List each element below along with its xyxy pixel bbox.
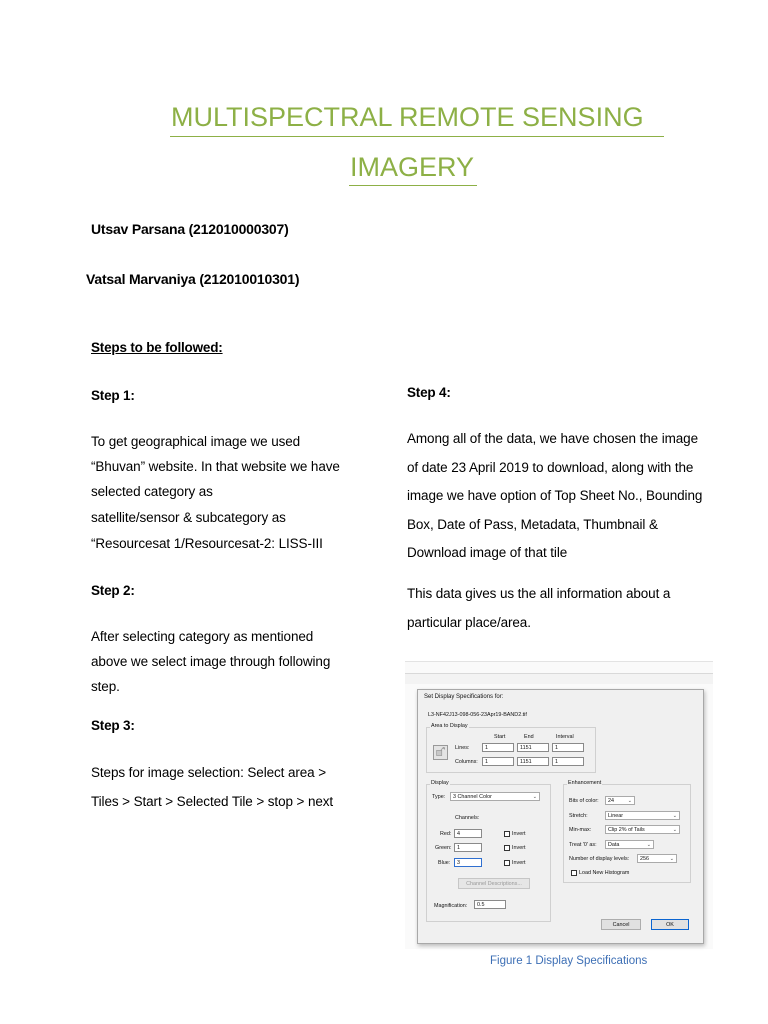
display-levels-select[interactable] bbox=[637, 854, 677, 863]
bits-select[interactable] bbox=[605, 796, 635, 805]
display-levels-label: Number of display levels: bbox=[569, 856, 630, 862]
stretch-label: Stretch: bbox=[569, 813, 588, 819]
load-new-histogram-checkbox[interactable] bbox=[571, 870, 577, 876]
dialog-filename: L3-NF42J13-098-056-23Apr19-BAND2.tif bbox=[428, 712, 527, 718]
green-invert-label: Invert bbox=[512, 845, 526, 851]
step1-line: satellite/sensor & subcategory as bbox=[91, 510, 286, 525]
step1-line: “Resourcesat 1/Resourcesat-2: LISS-III bbox=[91, 536, 323, 551]
col-interval-label: Interval bbox=[556, 734, 574, 740]
steps-heading: Steps to be followed: bbox=[91, 340, 223, 355]
type-select[interactable] bbox=[450, 792, 540, 801]
ok-button[interactable]: OK bbox=[651, 919, 689, 930]
lines-start-input[interactable]: 1 bbox=[482, 743, 514, 752]
step1-line: selected category as bbox=[91, 484, 213, 499]
red-invert-label: Invert bbox=[512, 831, 526, 837]
bits-select-value: 24 bbox=[608, 798, 614, 804]
magnification-input[interactable]: 0.5 bbox=[474, 900, 506, 909]
green-invert-checkbox[interactable] bbox=[504, 845, 510, 851]
blue-channel-input[interactable]: 3 bbox=[454, 858, 482, 867]
red-label: Red: bbox=[440, 831, 452, 837]
col-end-label: End bbox=[524, 734, 534, 740]
treat-zero-select[interactable] bbox=[605, 840, 654, 849]
load-new-histogram-label: Load New Histogram bbox=[579, 870, 630, 876]
chevron-down-icon: ⌄ bbox=[672, 813, 677, 819]
lines-interval-input[interactable]: 1 bbox=[552, 743, 584, 752]
display-group-label: Display bbox=[431, 780, 449, 786]
screenshot-divider bbox=[405, 661, 713, 662]
stretch-select[interactable] bbox=[605, 811, 680, 820]
step3-heading: Step 3: bbox=[91, 718, 135, 733]
minmax-select-value: Clip 2% of Tails bbox=[608, 827, 645, 833]
step4-line: Box, Date of Pass, Metadata, Thumbnail & bbox=[407, 516, 658, 532]
red-invert-checkbox[interactable] bbox=[504, 831, 510, 837]
step3-line: Tiles > Start > Selected Tile > stop > next bbox=[91, 793, 334, 809]
step4-line: image we have option of Top Sheet No., Bounding bbox=[407, 488, 703, 503]
lines-label: Lines: bbox=[455, 745, 470, 751]
step4-extra-line: This data gives us the all information about a bbox=[407, 586, 671, 601]
type-label: Type: bbox=[432, 794, 446, 800]
step1-line: To get geographical image we used bbox=[91, 434, 301, 449]
minmax-label: Min-max: bbox=[569, 827, 592, 833]
columns-label: Columns: bbox=[455, 759, 478, 765]
step4-line: of date 23 April 2019 to download, along with the bbox=[407, 459, 694, 475]
document-title-line2: IMAGERY bbox=[350, 152, 475, 182]
col-start-label: Start bbox=[494, 734, 506, 740]
treat-zero-label: Treat '0' as: bbox=[569, 842, 597, 848]
chevron-down-icon: ⌄ bbox=[669, 856, 674, 862]
title-underline-1 bbox=[170, 136, 664, 137]
step2-line: step. bbox=[91, 679, 120, 694]
step4-extra-text bbox=[407, 580, 737, 637]
columns-interval-input[interactable]: 1 bbox=[552, 757, 584, 766]
channels-label: Channels: bbox=[455, 815, 480, 821]
blue-invert-checkbox[interactable] bbox=[504, 860, 510, 866]
dialog-title: Set Display Specifications for: bbox=[424, 694, 504, 700]
title-underline-2 bbox=[349, 185, 477, 186]
minmax-select[interactable] bbox=[605, 825, 680, 834]
screenshot-toolbar-strip bbox=[405, 674, 713, 684]
figure-caption: Figure 1 Display Specifications bbox=[490, 955, 648, 967]
type-select-value: 3 Channel Color bbox=[453, 794, 492, 800]
chevron-down-icon: ⌄ bbox=[672, 827, 677, 833]
step3-line: Steps for image selection: Select area > bbox=[91, 765, 327, 780]
columns-start-input[interactable]: 1 bbox=[482, 757, 514, 766]
cancel-button[interactable]: Cancel bbox=[601, 919, 641, 930]
display-levels-select-value: 256 bbox=[640, 856, 649, 862]
green-label: Green: bbox=[435, 845, 452, 851]
step4-line: Download image of that tile bbox=[407, 545, 568, 560]
step4-heading: Step 4: bbox=[407, 385, 451, 400]
chevron-down-icon: ⌄ bbox=[532, 794, 537, 800]
channel-descriptions-button[interactable]: Channel Descriptions... bbox=[458, 878, 530, 889]
step1-heading: Step 1: bbox=[91, 388, 135, 403]
step2-text bbox=[91, 624, 391, 699]
red-channel-input[interactable]: 4 bbox=[454, 829, 482, 838]
stretch-select-value: Linear bbox=[608, 813, 623, 819]
step1-line: “Bhuvan” website. In that website we have bbox=[91, 459, 340, 474]
author-2: Vatsal Marvaniya (212010010301) bbox=[86, 271, 300, 287]
step4-text bbox=[407, 425, 737, 568]
blue-invert-label: Invert bbox=[512, 860, 526, 866]
area-picker-icon[interactable] bbox=[433, 745, 448, 760]
step3-text bbox=[91, 759, 391, 816]
treat-zero-select-value: Data bbox=[608, 842, 620, 848]
step4-extra-line: particular place/area. bbox=[407, 614, 531, 630]
step2-heading: Step 2: bbox=[91, 583, 135, 598]
blue-label: Blue: bbox=[438, 860, 451, 866]
bits-label: Bits of color: bbox=[569, 798, 599, 804]
step2-line: After selecting category as mentioned bbox=[91, 629, 314, 644]
area-group-label: Area to Display bbox=[431, 723, 468, 729]
step2-line: above we select image through following bbox=[91, 654, 331, 669]
author-1: Utsav Parsana (212010000307) bbox=[91, 221, 289, 237]
document-title-line1: MULTISPECTRAL REMOTE SENSING bbox=[171, 102, 644, 132]
lines-end-input[interactable]: 1151 bbox=[517, 743, 549, 752]
step1-text bbox=[91, 429, 391, 556]
enhancement-group-label: Enhancement bbox=[568, 780, 602, 786]
step4-line: Among all of the data, we have chosen the image bbox=[407, 431, 698, 446]
chevron-down-icon: ⌄ bbox=[646, 842, 651, 848]
green-channel-input[interactable]: 1 bbox=[454, 843, 482, 852]
display-specifications-dialog bbox=[417, 689, 704, 944]
columns-end-input[interactable]: 1151 bbox=[517, 757, 549, 766]
chevron-down-icon: ⌄ bbox=[627, 798, 632, 804]
magnification-label: Magnification: bbox=[434, 903, 468, 909]
